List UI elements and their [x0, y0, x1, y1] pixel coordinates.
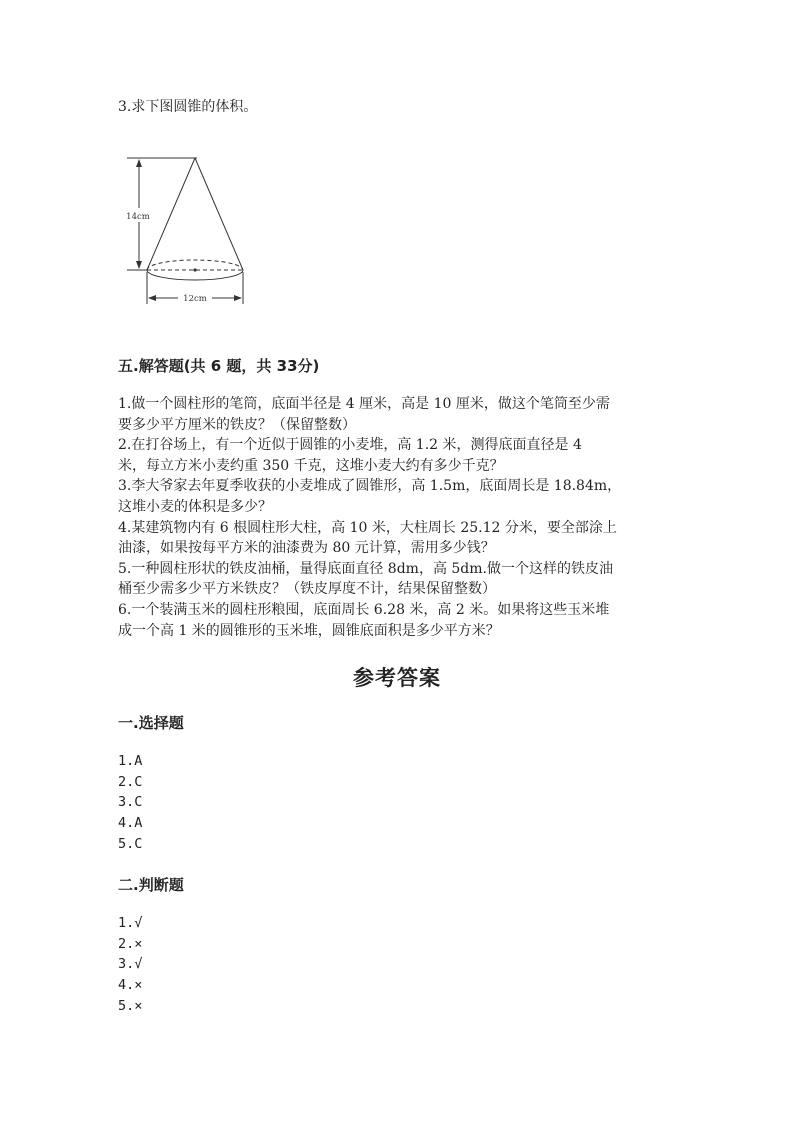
question-line: 1.做一个圆柱形的笔筒，底面半径是 4 厘米，高是 10 厘米，做这个笔筒至少需 — [118, 396, 610, 412]
question-line: 米，每立方米小麦约重 350 千克，这堆小麦大约有多少千克？ — [118, 457, 504, 474]
base-label: 12cm — [183, 294, 207, 304]
question-line: 5.一种圆柱形状的铁皮油桶，量得底面直径 8dm，高 5dm.做一个这样的铁皮油 — [118, 560, 613, 577]
section-5-title: 五.解答题(共 6 题，共 33分) — [118, 357, 320, 375]
base-arrow-right — [234, 295, 242, 301]
answer-item: 4.A — [118, 815, 143, 832]
base-arrow-left — [148, 295, 156, 301]
answer-item: 4.× — [118, 977, 143, 994]
answer-item: 5.C — [118, 835, 143, 852]
answer-item: 3.√ — [118, 956, 143, 973]
question-line: 4.某建筑物内有 6 根圆柱形大柱，高 10 米，大柱周长 25.12 分米，要全部涂上 — [118, 519, 617, 536]
question-3-prompt: 3.求下图圆锥的体积。 — [118, 99, 258, 115]
cone-right-side — [195, 158, 243, 270]
height-arrow-bottom — [136, 261, 142, 269]
choice-section-title: 一.选择题 — [118, 714, 184, 732]
question-line: 2.在打谷场上，有一个近似于圆锥的小麦堆，高 1.2 米，测得底面直径是 4 — [118, 437, 582, 454]
question-line: 要多少平方厘米的铁皮？（保留整数） — [118, 416, 356, 433]
height-arrow-top — [136, 159, 142, 167]
base-center-dot — [193, 268, 196, 271]
question-line: 油漆，如果按每平方米的油漆费为 80 元计算，需用多少钱？ — [118, 540, 495, 557]
answer-key-title: 参考答案 — [353, 665, 441, 690]
height-label: 14cm — [126, 212, 150, 222]
question-line: 成一个高 1 米的圆锥形的玉米堆，圆锥底面积是多少平方米？ — [118, 622, 500, 639]
answer-item: 3.C — [118, 794, 143, 811]
answer-item: 1.A — [118, 753, 143, 769]
cone-figure — [118, 148, 258, 313]
judge-section-title: 二.判断题 — [118, 876, 184, 894]
answer-item: 2.× — [118, 935, 143, 952]
answer-item: 2.C — [118, 773, 143, 790]
choice-answers — [118, 751, 142, 855]
answer-item: 1.√ — [118, 915, 143, 931]
judge-answers — [118, 913, 142, 1017]
question-line: 3.李大爷家去年夏季收获的小麦堆成了圆锥形，高 1.5m，底面周长是 18.84m， — [118, 478, 622, 495]
question-line: 这堆小麦的体积是多少？ — [118, 498, 272, 515]
answer-item: 5.× — [118, 997, 143, 1014]
section-5-questions — [118, 394, 678, 641]
question-line: 桶至少需多少平方米铁皮？（铁皮厚度不计，结果保留整数） — [118, 581, 496, 598]
question-line: 6.一个装满玉米的圆柱形粮囤，底面周长 6.28 米，高 2 米。如果将这些玉米堆 — [118, 601, 610, 618]
